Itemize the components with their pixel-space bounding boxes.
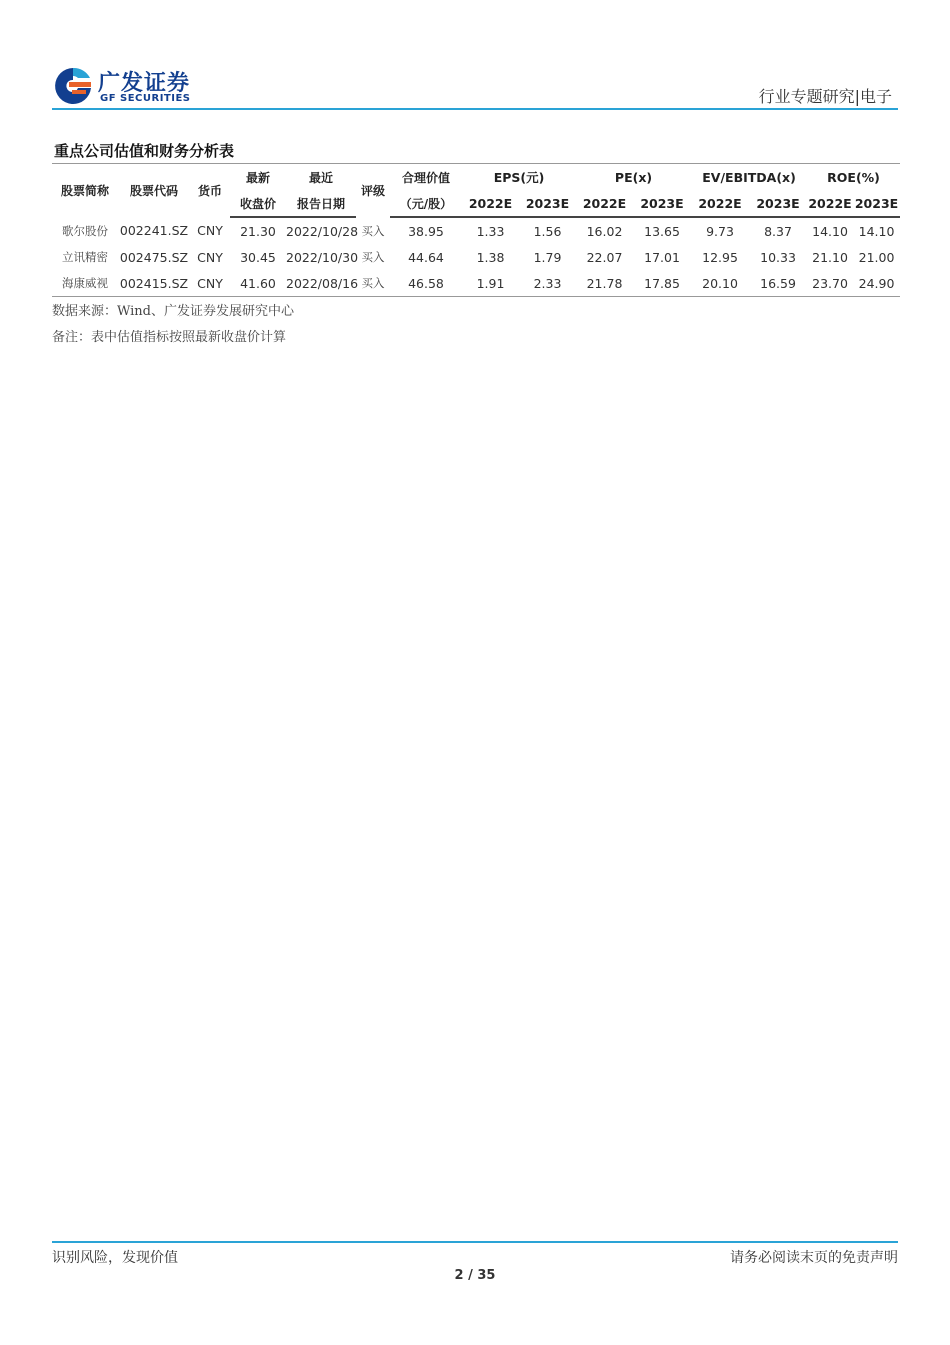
footer-slogan: 识别风险，发现价值 (52, 1250, 178, 1266)
col-year: 2022E (462, 190, 519, 217)
cell: 1.33 (476, 223, 505, 239)
col-rating: 评级 (356, 164, 390, 218)
cell: 21.78 (576, 270, 633, 297)
footer-divider (52, 1241, 898, 1243)
footer-disclaimer: 请务必阅读末页的免责声明 (730, 1250, 898, 1266)
col-year: 2022E (807, 190, 853, 217)
cell: 16.02 (586, 223, 623, 239)
cell: 002415.SZ (118, 270, 190, 297)
cell: 歌尔股份 (62, 223, 108, 238)
cell: 1.56 (533, 223, 562, 239)
data-source-note: 数据来源：Wind、广发证券发展研究中心 (52, 304, 294, 319)
cell: 30.45 (240, 249, 276, 265)
cell: 9.73 (706, 223, 734, 239)
cell: 21.30 (240, 223, 276, 239)
cell: 14.10 (858, 223, 895, 239)
cell: 38.95 (408, 223, 444, 239)
remark-note: 备注：表中估值指标按照最新收盘价计算 (52, 330, 287, 345)
report-section-label: 行业专题研究|电子 (758, 87, 892, 106)
col-currency: 货币 (190, 164, 230, 218)
col-close-price: 收盘价 (230, 190, 286, 217)
header-divider (52, 108, 898, 110)
col-stock-name: 股票简称 (52, 164, 118, 218)
col-eps: EPS(元) (462, 164, 576, 191)
cell: 17.01 (644, 249, 680, 265)
valuation-table (52, 163, 900, 297)
cell: 13.65 (644, 223, 680, 239)
logo-english-name: GF SECURITIES (100, 93, 191, 104)
table-row (52, 270, 900, 297)
col-year: 2022E (576, 190, 633, 217)
cell: 2022/08/16 (286, 270, 356, 297)
col-latest: 最新 (230, 164, 286, 191)
col-year: 2023E (749, 190, 807, 217)
cell: 46.58 (390, 270, 462, 297)
cell: 2.33 (519, 270, 576, 297)
col-year: 2023E (853, 190, 900, 217)
col-year: 2023E (519, 190, 576, 217)
col-recent: 最近 (286, 164, 356, 191)
col-fair-value-unit: （元/股） (390, 190, 462, 217)
col-year: 2022E (691, 190, 749, 217)
gf-logo-icon (52, 66, 94, 106)
cell: 买入 (361, 223, 385, 238)
cell: 22.07 (586, 249, 623, 265)
table-header-row (52, 164, 900, 191)
cell: CNY (190, 270, 230, 297)
cell: 002241.SZ (119, 223, 189, 238)
col-year: 2023E (633, 190, 691, 217)
col-ev-ebitda: EV/EBITDA(x) (691, 164, 807, 191)
table-title: 重点公司估值和财务分析表 (54, 142, 235, 160)
cell: 20.10 (691, 270, 749, 297)
cell: 1.91 (462, 270, 519, 297)
col-report-date: 报告日期 (286, 190, 356, 217)
cell: 16.59 (749, 270, 807, 297)
cell: 21.00 (858, 249, 895, 265)
cell: 24.90 (853, 270, 900, 297)
cell: 海康威视 (52, 270, 118, 297)
cell: 立讯精密 (62, 250, 108, 264)
cell: 41.60 (230, 270, 286, 297)
page-header (52, 64, 898, 110)
cell: 2022/10/30 (286, 249, 359, 265)
table-row (52, 217, 900, 244)
table-row (52, 244, 900, 270)
col-stock-code: 股票代码 (118, 164, 190, 218)
cell: 10.33 (760, 249, 796, 265)
col-roe: ROE(%) (807, 164, 900, 191)
cell: 8.37 (764, 223, 792, 239)
col-pe: PE(x) (576, 164, 691, 191)
cell: CNY (197, 249, 223, 265)
cell: CNY (197, 223, 223, 238)
page-number: 2 / 35 (454, 1268, 496, 1283)
cell: 21.10 (812, 249, 848, 265)
cell: 2022/10/28 (286, 223, 359, 239)
cell: 44.64 (408, 249, 444, 265)
logo-chinese-name: 广发证券 (98, 71, 191, 96)
cell: 23.70 (807, 270, 853, 297)
cell: 1.38 (476, 249, 505, 265)
cell: 17.85 (633, 270, 691, 297)
cell: 买入 (361, 250, 385, 264)
col-fair-value: 合理价值 (390, 164, 462, 191)
cell: 1.79 (533, 249, 562, 265)
cell: 12.95 (702, 249, 738, 265)
company-logo (52, 64, 212, 108)
cell: 14.10 (812, 223, 848, 239)
cell: 002475.SZ (119, 249, 189, 265)
cell: 买入 (356, 270, 390, 297)
